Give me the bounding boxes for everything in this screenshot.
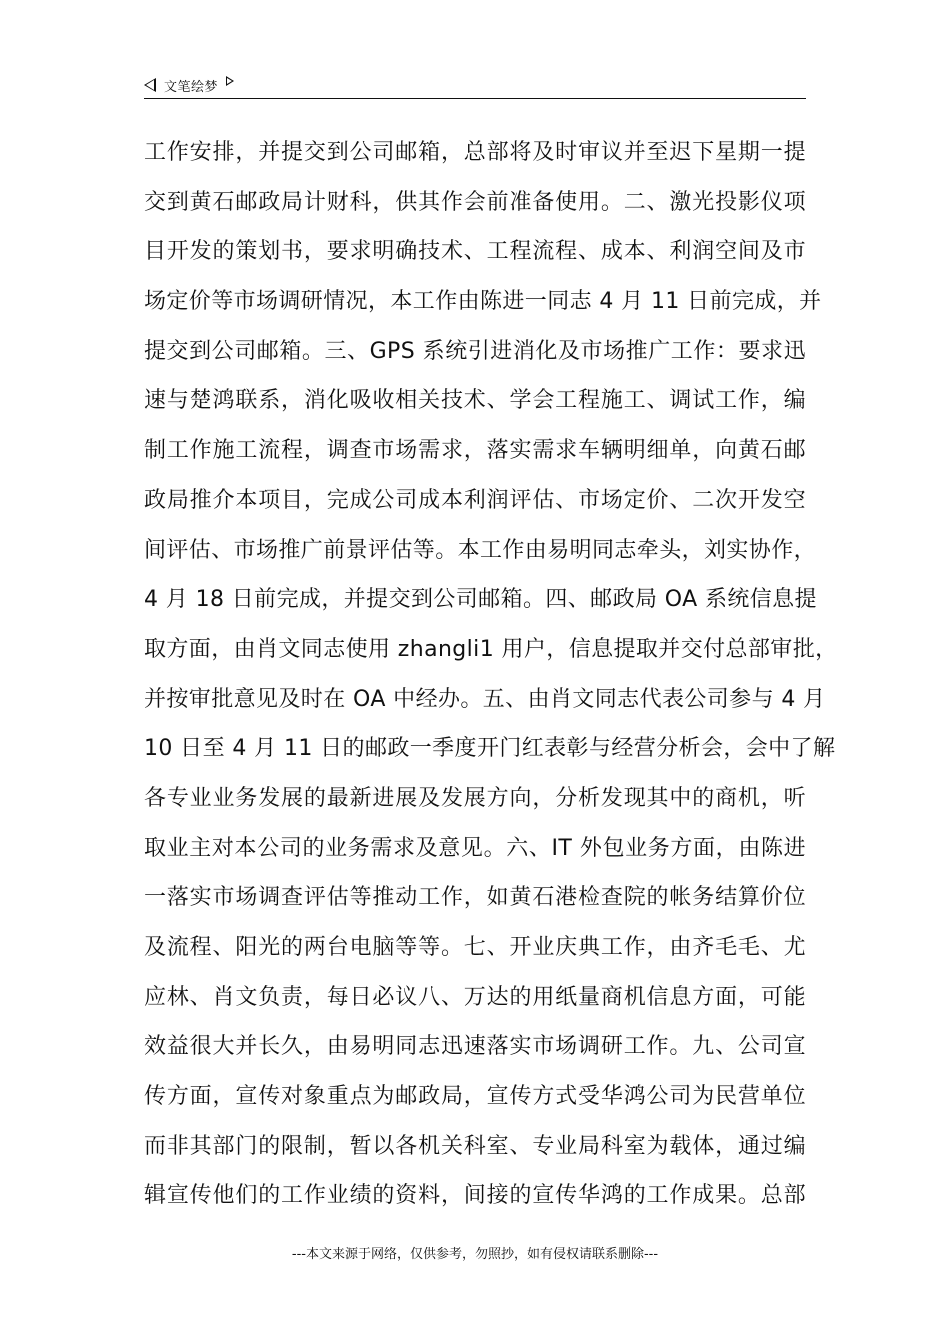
text-line: 及流程、阳光的两台电脑等等。七、开业庆典工作，由齐毛毛、尤 xyxy=(144,935,806,960)
document-body xyxy=(144,128,838,1221)
text-line: 辑宣传他们的工作业绩的资料，间接的宣传华鸿的工作成果。总部 xyxy=(144,1183,806,1209)
text-line: 提交到公司邮箱。三、GPS 系统引进消化及市场推广工作：要求迅 xyxy=(144,338,806,364)
text-line: 应林、肖文负责，每日必议八、万达的用纸量商机信息方面，可能 xyxy=(144,984,806,1010)
page-footer-notice: ---本文来源于网络，仅供参考，勿照抄，如有侵权请联系删除--- xyxy=(291,1247,659,1262)
text-line: 传方面，宣传对象重点为邮政局，宣传方式受华鸿公司为民营单位 xyxy=(144,1084,806,1110)
text-line: 工作安排，并提交到公司邮箱，总部将及时审议并至迟下星期一提 xyxy=(144,140,806,165)
text-line: 并按审批意见及时在 OA 中经办。五、由肖文同志代表公司参与 4 月 xyxy=(144,686,826,712)
triangle-right-icon xyxy=(226,76,234,86)
text-line: 目开发的策划书，要求明确技术、工程流程、成本、利润空间及市 xyxy=(144,239,806,265)
text-line: 而非其部门的限制，暂以各机关科室、专业局科室为载体，通过编 xyxy=(144,1133,806,1159)
text-line: 交到黄石邮政局计财科，供其作会前准备使用。二、激光投影仪项 xyxy=(144,189,806,215)
text-line: 政局推介本项目，完成公司成本利润评估、市场定价、二次开发空 xyxy=(144,487,806,513)
text-line: 取方面，由肖文同志使用 zhangli1 用户，信息提取并交付总部审批， xyxy=(144,636,838,662)
header-brand: 文笔绘梦 xyxy=(164,79,219,95)
text-line: 效益很大并长久，由易明同志迅速落实市场调研工作。九、公司宣 xyxy=(144,1034,806,1060)
text-line: 各专业业务发展的最新进展及发展方向，分析发现其中的商机，听 xyxy=(144,785,806,811)
text-line: 4 月 18 日前完成，并提交到公司邮箱。四、邮政局 OA 系统信息提 xyxy=(144,587,817,613)
text-line: 制工作施工流程，调查市场需求，落实需求车辆明细单，向黄石邮 xyxy=(144,438,806,464)
page-header xyxy=(144,72,806,99)
text-line: 取业主对本公司的业务需求及意见。六、IT 外包业务方面，由陈进 xyxy=(144,835,806,861)
text-line: 10 日至 4 月 11 日的邮政一季度开门红表彰与经营分析会，会中了解 xyxy=(144,736,836,762)
text-line: 一落实市场调查评估等推动工作，如黄石港检查院的帐务结算价位 xyxy=(144,885,806,911)
text-line: 场定价等市场调研情况，本工作由陈进一同志 4 月 11 日前完成，并 xyxy=(144,289,822,315)
triangle-left-icon xyxy=(144,78,156,92)
text-line: 速与楚鸿联系，消化吸收相关技术、学会工程施工、调试工作，编 xyxy=(144,388,806,414)
text-line: 间评估、市场推广前景评估等。本工作由易明同志牵头，刘实协作， xyxy=(144,537,817,563)
